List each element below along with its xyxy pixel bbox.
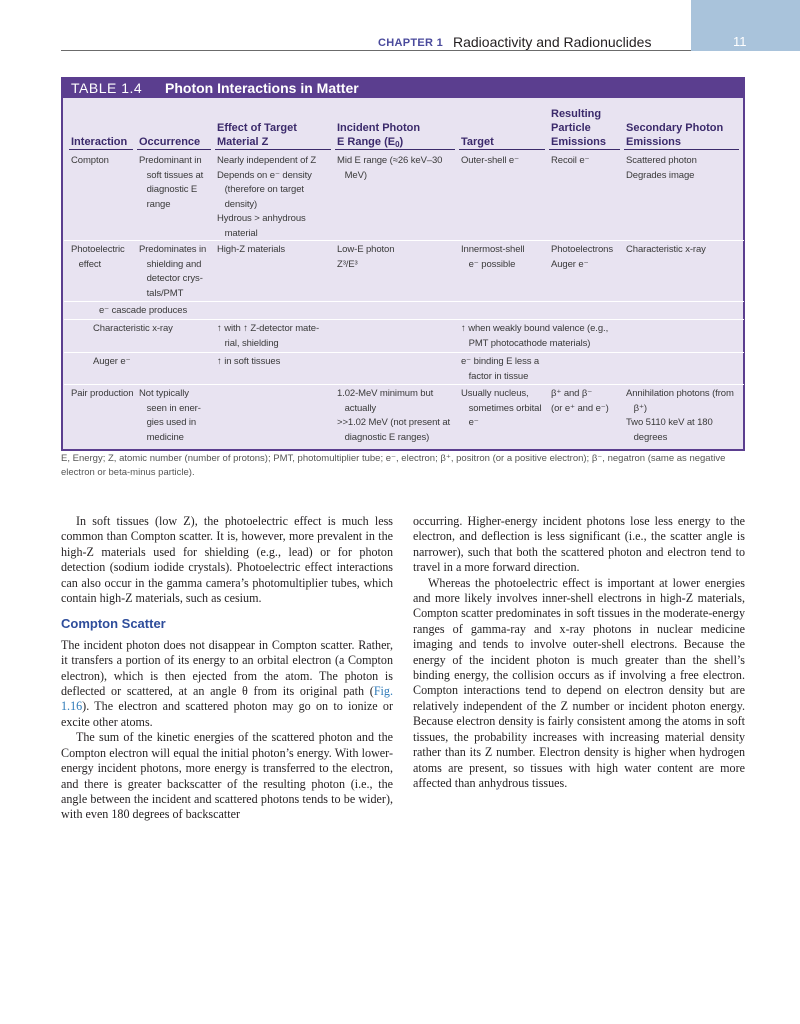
photoelectric-occurrence: Predominates in shielding and detector crys- tals/PMT [139, 244, 207, 299]
photoelectric-secondary: Characteristic x-ray [626, 244, 706, 255]
figure-link[interactable]: Fig. 1.16 [61, 684, 393, 714]
header-interaction: Interaction [71, 136, 128, 148]
pair-incident: 1.02-MeV minimum but actually >>1.02 MeV (not present at diagnostic E ranges) [337, 388, 451, 443]
cascade-label: e⁻ cascade produces [99, 305, 188, 316]
photoelectric-incident: Low-E photon Z³/E³ [337, 244, 395, 270]
paragraph: Whereas the photoelectric effect is important at lower energies and more likely involves inner-shell electrons in high-Z materials, Compton scatter predominates in soft tissues in the moderate-energy ranges of gamma-ray and x-ray photons in nuclear medicine imaging and tends to involve outer-shell electrons. Because the energy of the incident photon is much greater than the shell’s binding energy, the collision occurs as if involving a free electron. Compton interactions tend to depend on electron density but are relatively independent of the Z number or incident photon energy. Because electron density is fairly consistent among the atoms in soft tissues, the probability increases with increasing material density rather than its Z number. Electron density is higher when hydrogen atoms are present, so tissues with high water content are more affected than anhydrous tissues. [413, 575, 745, 790]
compton-interaction: Compton [71, 155, 109, 166]
chapter-label: CHAPTER 1 [378, 37, 444, 49]
header-underline [69, 149, 133, 150]
paragraph: The incident photon does not disappear in Compton scatter. Rather, it transfers a portion of its energy to an orbital electron (a Compton electron), which is then ejected from the atom. The photon is deflected or scattered, at an angle θ from its original path (Fig. 1.16). The electron and scattered photon may go on to ionize or excite other atoms. [61, 637, 393, 729]
auger-effect: ↑ in soft tissues [217, 356, 281, 367]
photoelectric-resulting: Photoelectrons Auger e⁻ [551, 244, 613, 270]
table-footnote: E, Energy; Z, atomic number (number of protons); PMT, photomultiplier tube; e⁻, electron; β⁺, positron (or a positive electron); β⁻, negatron (same as negative electron or beta-minus particle). [61, 453, 726, 478]
header-resulting-line2: Particle [551, 122, 591, 134]
right-column [413, 514, 745, 791]
row-separator [64, 240, 744, 241]
pair-resulting: β⁺ and β⁻ (or e⁺ and e⁻) [551, 388, 609, 414]
header-incident-line2: E Range (E0) [337, 136, 404, 149]
header-effect-line1: Effect of Target [217, 122, 297, 134]
header-resulting-line1: Resulting [551, 108, 602, 120]
header-underline [549, 149, 620, 150]
chapter-title: Radioactivity and Radionuclides [453, 34, 652, 50]
header-incident-line1: Incident Photon [337, 122, 421, 134]
table-caption [63, 79, 743, 98]
pair-target: Usually nucleus, sometimes orbital e⁻ [461, 388, 542, 428]
compton-incident: Mid E range (≈26 keV–30 MeV) [337, 155, 443, 181]
page-number: 11 [733, 34, 747, 49]
auger-target: e⁻ binding E less a factor in tissue [461, 356, 540, 382]
auger-label: Auger e⁻ [93, 356, 131, 367]
header-underline [215, 149, 331, 150]
header-resulting-line3: Emissions [551, 136, 607, 148]
header-target: Target [461, 136, 494, 148]
row-separator [64, 352, 744, 353]
row-separator [64, 301, 744, 302]
table-number: TABLE 1.4 [71, 80, 143, 96]
header-rule [61, 50, 691, 51]
photoelectric-target: Innermost-shell e⁻ possible [461, 244, 525, 270]
header-underline [624, 149, 739, 150]
pair-occurrence: Not typically seen in ener- gies used in medicine [139, 388, 201, 443]
characteristic-effect: ↑ with ↑ Z-detector mate- rial, shielding [217, 323, 320, 349]
paragraph: occurring. Higher-energy incident photons lose less energy to the electron, and deflection is less significant (i.e., the scatter angle is narrower), such that both the scattered photon and electron tend to travel in a more forward direction. [413, 514, 745, 575]
compton-effect: Nearly independent of Z Depends on e⁻ density (therefore on target density) Hydrous > anhydrous material [217, 155, 317, 239]
paragraph: In soft tissues (low Z), the photoelectric effect is much less common than Compton scatter. It is, however, more prevalent in the high-Z materials used for shielding (e.g., lead) or for photon detection (sodium iodide crystals). Photoelectric effect interactions can also occur in the gamma camera’s photomultiplier tubes, which contain high-Z materials, such as cesium. [61, 514, 393, 606]
characteristic-target: ↑ when weakly bound valence (e.g., PMT photocathode materials) [461, 323, 609, 349]
photon-interactions-table [61, 77, 745, 451]
pair-secondary: Annihilation photons (from β⁺) Two 5110 keV at 180 degrees [626, 388, 734, 443]
header-underline [335, 149, 455, 150]
table-title: Photon Interactions in Matter [165, 80, 359, 96]
header-secondary-line1: Secondary Photon [626, 122, 724, 134]
paragraph: The sum of the kinetic energies of the scattered photon and the Compton electron will equal the initial photon’s energy. With lower-energy incident photons, more energy is transferred to the electron, and there is greater backscatter of the resulting photon (i.e., the angle between the incident and scattered photons tends to be wider), with even 180 degrees of backscatter [61, 730, 393, 822]
compton-resulting: Recoil e⁻ [551, 155, 590, 166]
compton-secondary: Scattered photon Degrades image [626, 155, 697, 181]
pair-interaction: Pair production [71, 388, 134, 399]
row-separator [64, 384, 744, 385]
section-heading: Compton Scatter [61, 616, 166, 632]
characteristic-label: Characteristic x-ray [93, 323, 173, 334]
compton-target: Outer-shell e⁻ [461, 155, 519, 166]
header-secondary-line2: Emissions [626, 136, 682, 148]
header-underline [137, 149, 211, 150]
row-separator [64, 319, 744, 320]
photoelectric-interaction: Photoelectric effect [71, 244, 125, 270]
header-occurrence: Occurrence [139, 136, 201, 148]
left-column [61, 514, 393, 823]
header-effect-line2: Material Z [217, 136, 269, 148]
photoelectric-effect: High-Z materials [217, 244, 286, 255]
compton-occurrence: Predominant in soft tissues at diagnostic E range [139, 155, 204, 210]
header-underline [459, 149, 545, 150]
